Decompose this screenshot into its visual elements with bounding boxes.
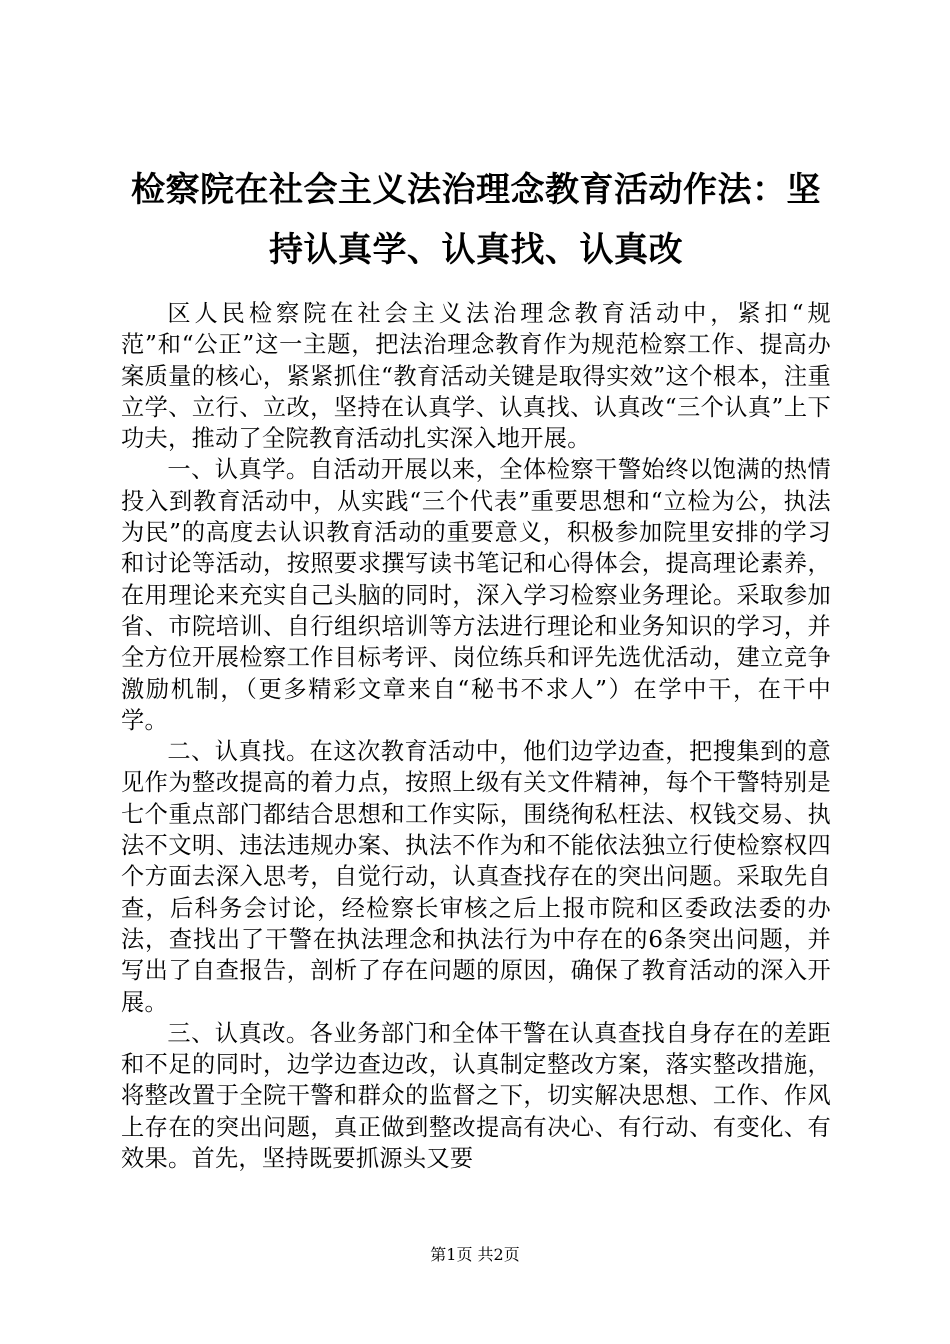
paragraph-correct: 三、认真改。各业务部门和全体干警在认真查找自身存在的差距和不足的同时，边学边查边改，认真制定整改方案，落实整改措施，将整改置于全院干警和群众的监督之下，切实解决思想、工作、作风上存在的突出问题，真正做到整改提高有决心、有行动、有变化、有效果。首先，坚持既要抓源头又要	[121, 1019, 831, 1173]
page-footer: 第1页 共2页	[430, 1245, 520, 1264]
document-body	[121, 298, 831, 1174]
title-line-1: 检察院在社会主义法治理念教育活动作法：坚	[131, 170, 821, 210]
paragraph-study: 一、认真学。自活动开展以来，全体检察干警始终以饱满的热情投入到教育活动中，从实践“三个代表”重要思想和“立检为公，执法为民”的高度去认识教育活动的重要意义，积极参加院里安排的学习和讨论等活动，按照要求撰写读书笔记和心得体会，提高理论素养，在用理论来充实自己头脑的同时，深入学习检察业务理论。采取参加省、市院培训、自行组织培训等方法进行理论和业务知识的学习，并全方位开展检察工作目标考评、岗位练兵和评先选优活动，建立竞争激励机制，（更多精彩文章来自“秘书不求人”）在学中干，在干中学。	[121, 456, 831, 734]
document-title	[118, 160, 834, 280]
paragraph-intro: 区人民检察院在社会主义法治理念教育活动中，紧扣“规范”和“公正”这一主题，把法治理念教育作为规范检察工作、提高办案质量的核心，紧紧抓住“教育活动关键是取得实效”这个根本，注重立学、立行、立改，坚持在认真学、认真找、认真改“三个认真”上下功夫，推动了全院教育活动扎实深入地开展。	[121, 300, 831, 453]
paragraph-find: 二、认真找。在这次教育活动中，他们边学边查，把搜集到的意见作为整改提高的着力点，按照上级有关文件精神，每个干警特别是七个重点部门都结合思想和工作实际，围绕徇私枉法、权钱交易、执法不文明、违法违规办案、执法不作为和不能依法独立行使检察权四个方面去深入思考，自觉行动，认真查找存在的突出问题。采取先自查，后科务会讨论，经检察长审核之后上报市院和区委政法委的办法，查找出了干警在执法理念和执法行为中存在的6条突出问题，并写出了自查报告，剖析了存在问题的原因，确保了教育活动的深入开展。	[121, 738, 831, 1016]
title-line-2: 持认真学、认真找、认真改	[269, 230, 683, 270]
